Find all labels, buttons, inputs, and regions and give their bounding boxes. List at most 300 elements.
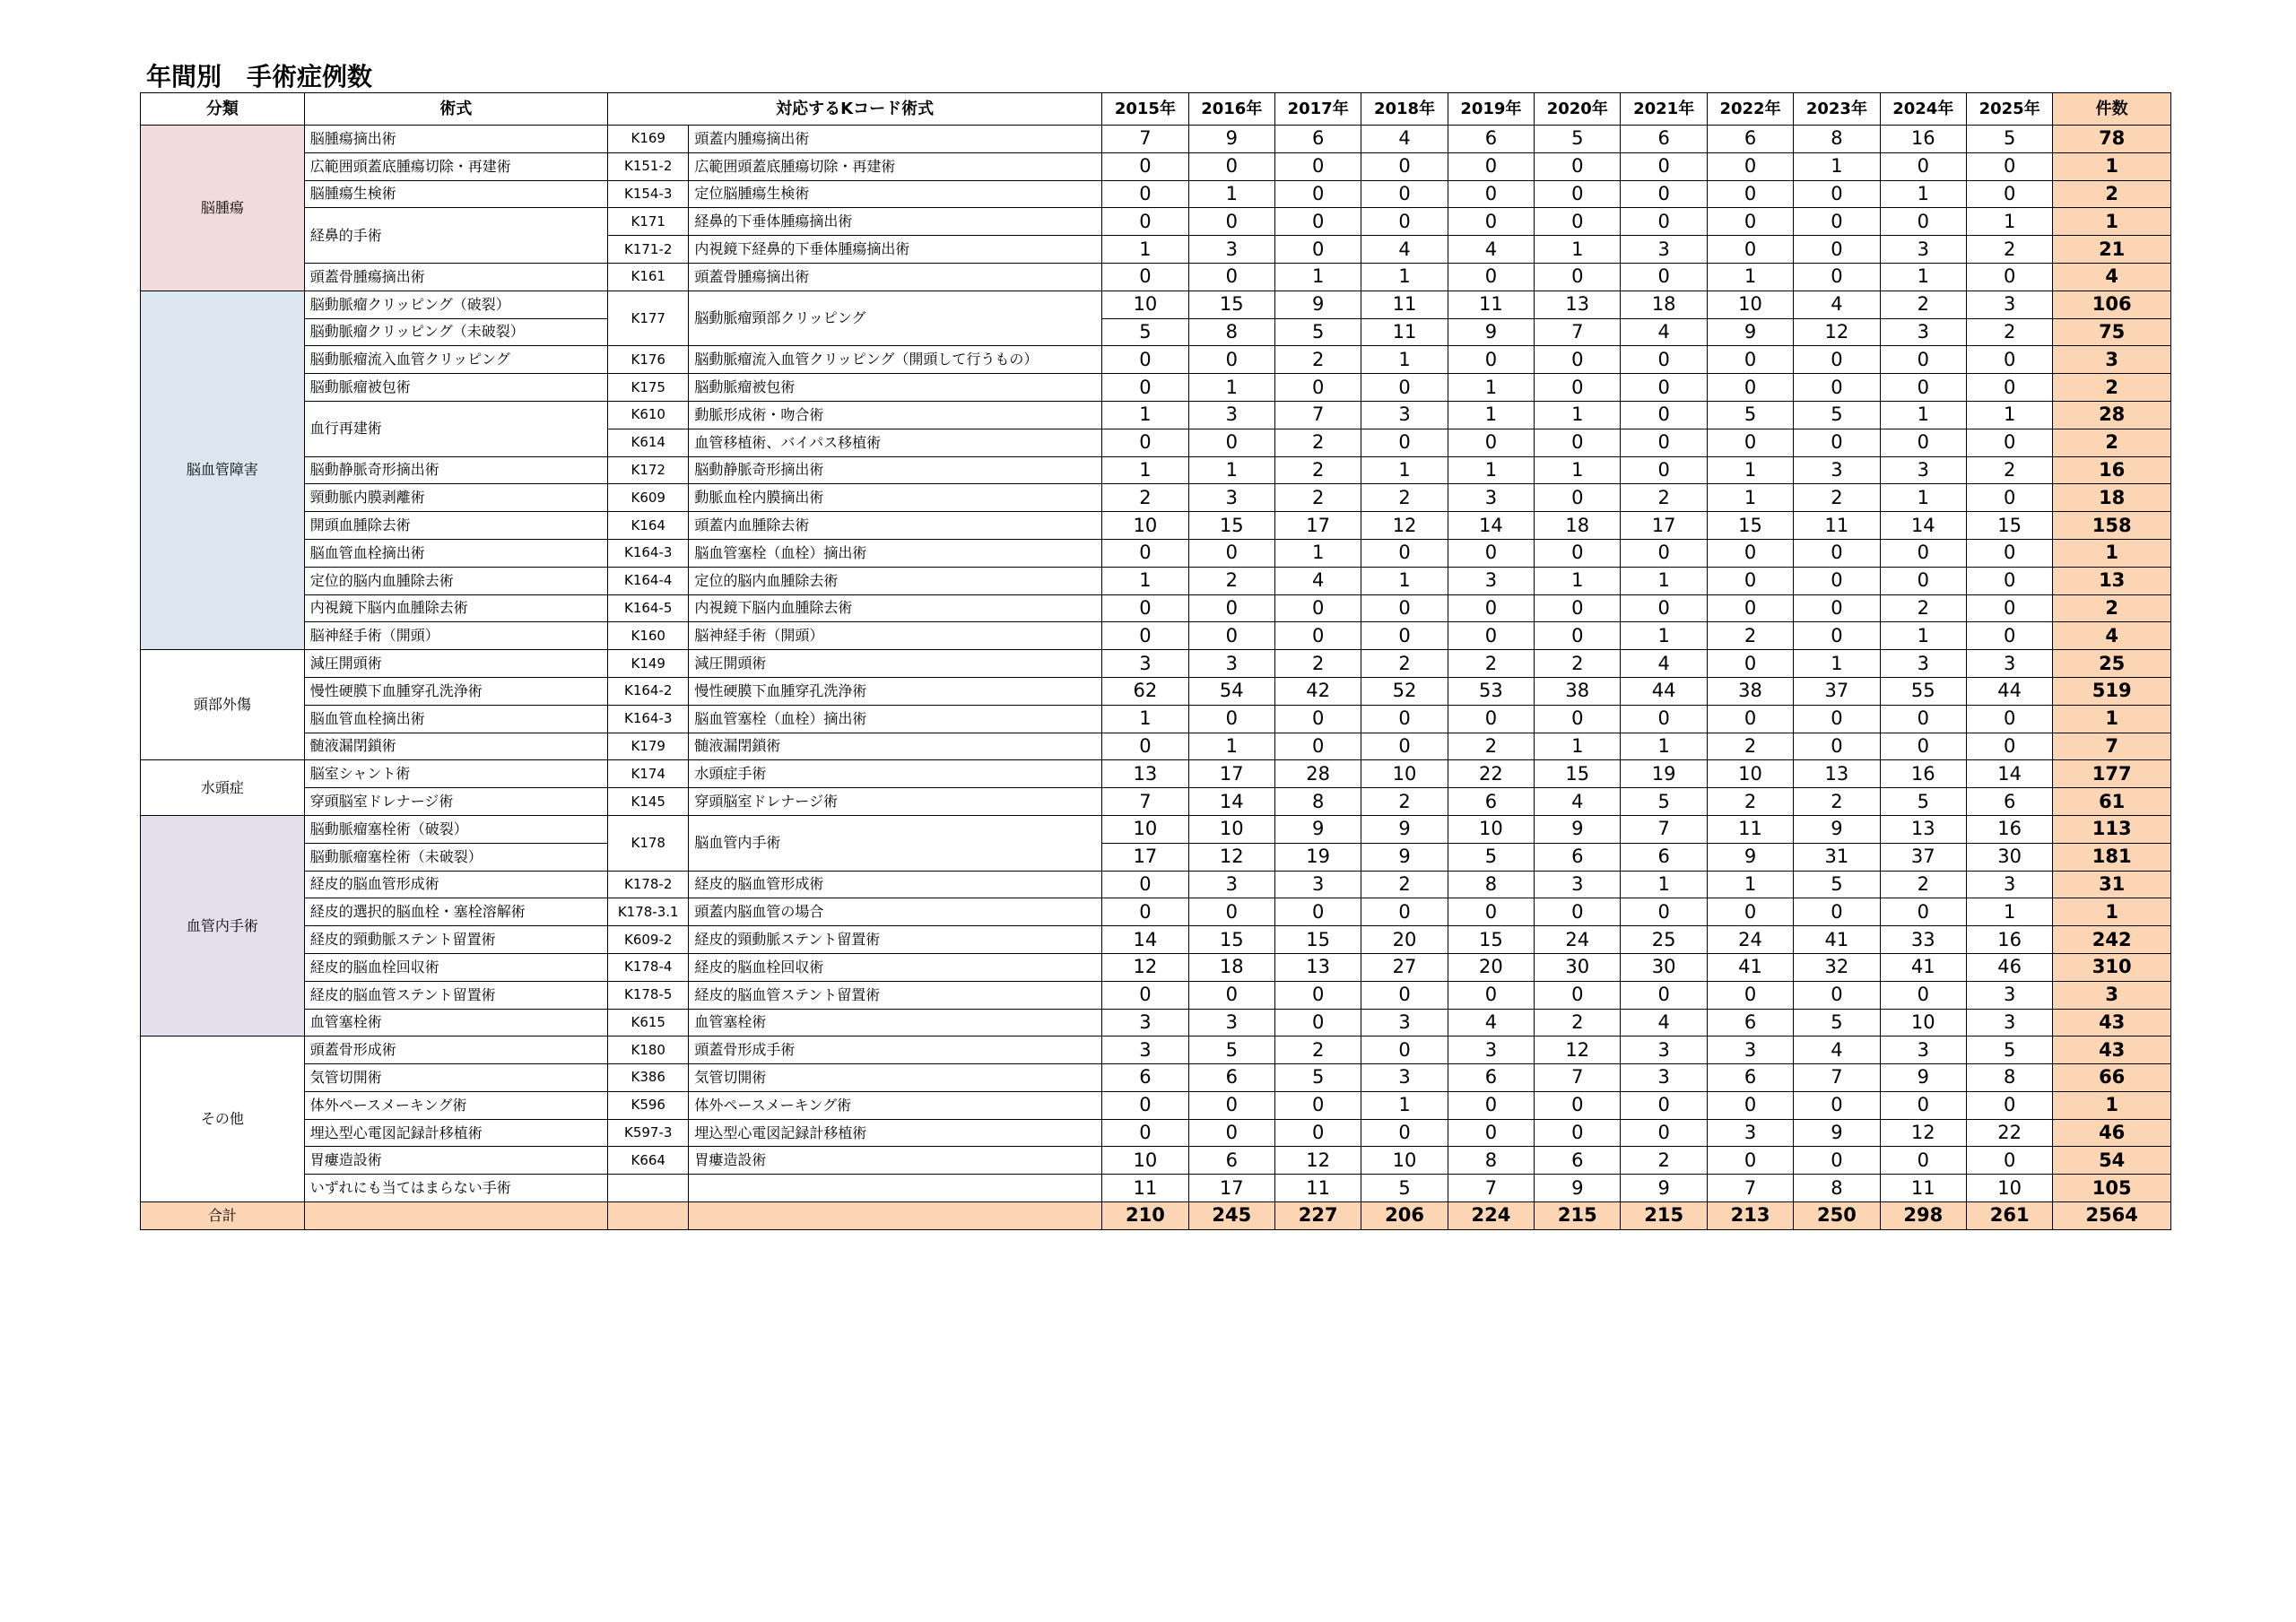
year-value-cell: 0 [1188,1091,1274,1119]
year-value-cell: 1 [1966,401,2052,429]
year-value-cell: 30 [1535,953,1621,981]
year-value-cell: 0 [1707,594,1793,622]
procedure-cell: 血行再建術 [304,401,607,456]
year-value-cell: 3 [1102,1009,1188,1037]
kcode-name-cell: 頭蓋内血腫除去術 [689,512,1102,540]
kcode-name-cell: 定位的脳内血腫除去術 [689,567,1102,594]
row-total-cell: 113 [2053,815,2171,843]
year-value-cell: 1 [1707,456,1793,484]
year-value-cell: 0 [1621,1091,1707,1119]
year-value-cell: 10 [1707,760,1793,788]
procedure-cell: 脳動脈瘤被包術 [304,374,607,402]
year-value-cell: 12 [1361,512,1448,540]
year-value-cell: 2 [1794,788,1880,816]
year-value-cell: 0 [1535,898,1621,926]
year-value-cell: 0 [1621,594,1707,622]
year-value-cell: 0 [1707,705,1793,733]
kcode-cell: K164 [608,512,689,540]
year-value-cell: 0 [1448,1091,1534,1119]
row-total-cell: 25 [2053,650,2171,678]
year-value-cell: 11 [1361,291,1448,318]
kcode-cell: K178-4 [608,953,689,981]
year-value-cell: 0 [1966,1147,2052,1175]
year-value-cell: 0 [1274,180,1361,208]
year-value-cell: 15 [1448,926,1534,954]
year-value-cell: 22 [1966,1119,2052,1147]
table-row [141,180,2171,208]
year-value-cell: 10 [1966,1175,2052,1202]
year-value-cell: 14 [1188,788,1274,816]
procedure-cell: 髄液漏閉鎖術 [304,733,607,760]
year-value-cell: 55 [1880,677,1966,705]
year-value-cell: 0 [1621,401,1707,429]
kcode-name-cell: 血管移植術、バイパス移植術 [689,429,1102,456]
year-value-cell: 0 [1621,456,1707,484]
year-value-cell: 0 [1361,539,1448,567]
year-value-cell: 0 [1535,622,1621,650]
year-value-cell: 0 [1535,152,1621,180]
row-total-cell: 1 [2053,539,2171,567]
table-row [141,539,2171,567]
year-value-cell: 0 [1188,263,1274,291]
table-row [141,512,2171,540]
year-value-cell: 0 [1188,152,1274,180]
year-value-cell: 0 [1535,484,1621,512]
year-value-cell: 0 [1794,236,1880,264]
year-value-cell: 5 [1794,871,1880,898]
year-total-cell: 210 [1102,1202,1188,1230]
kcode-name-cell: 定位脳腫瘍生検術 [689,180,1102,208]
year-value-cell: 1 [1621,622,1707,650]
year-value-cell: 38 [1535,677,1621,705]
year-value-cell: 5 [1188,1037,1274,1064]
year-value-cell: 25 [1621,926,1707,954]
year-value-cell: 1 [1361,346,1448,374]
procedure-cell: 胃瘻造設術 [304,1147,607,1175]
kcode-name-cell: 脳神経手術（開頭） [689,622,1102,650]
year-value-cell: 2 [1188,567,1274,594]
year-value-cell: 1 [1880,484,1966,512]
year-value-cell: 0 [1448,263,1534,291]
year-value-cell: 0 [1102,871,1188,898]
year-value-cell: 0 [1361,1037,1448,1064]
row-total-cell: 7 [2053,733,2171,760]
year-value-cell: 0 [1535,429,1621,456]
year-value-cell: 0 [1188,594,1274,622]
year-value-cell: 1 [1707,484,1793,512]
kcode-name-cell: 胃瘻造設術 [689,1147,1102,1175]
year-value-cell: 2 [1880,871,1966,898]
year-value-cell: 12 [1274,1147,1361,1175]
year-value-cell: 3 [1794,456,1880,484]
year-value-cell: 3 [1966,871,2052,898]
year-value-cell: 19 [1621,760,1707,788]
table-row [141,843,2171,871]
kcode-cell: K609-2 [608,926,689,954]
year-value-cell: 0 [1448,705,1534,733]
year-value-cell: 0 [1880,1091,1966,1119]
procedure-cell: 脳動脈瘤塞栓術（未破裂） [304,843,607,871]
year-value-cell: 0 [1361,622,1448,650]
table-row [141,152,2171,180]
kcode-cell: K178-3.1 [608,898,689,926]
year-value-cell: 0 [1621,705,1707,733]
year-value-cell: 0 [1361,374,1448,402]
year-value-cell: 62 [1102,677,1188,705]
year-value-cell: 3 [1966,650,2052,678]
total-row [141,1202,2171,1230]
procedure-cell: 経皮的脳血栓回収術 [304,953,607,981]
year-value-cell: 9 [1794,815,1880,843]
kcode-name-cell: 埋込型心電図記録計移植術 [689,1119,1102,1147]
year-value-cell: 5 [1102,318,1188,346]
year-value-cell: 8 [1274,788,1361,816]
year-value-cell: 28 [1274,760,1361,788]
row-total-cell: 181 [2053,843,2171,871]
kcode-cell: K609 [608,484,689,512]
year-value-cell: 0 [1274,733,1361,760]
year-value-cell: 15 [1188,512,1274,540]
year-value-cell: 0 [1448,622,1534,650]
row-total-cell: 21 [2053,236,2171,264]
year-value-cell: 16 [1880,760,1966,788]
year-value-cell: 13 [1274,953,1361,981]
year-value-cell: 3 [1188,236,1274,264]
year-value-cell: 0 [1535,981,1621,1009]
table-row [141,208,2171,236]
year-value-cell: 0 [1188,981,1274,1009]
year-value-cell: 1 [1188,733,1274,760]
year-value-cell: 3 [1188,650,1274,678]
year-value-cell: 0 [1448,346,1534,374]
year-total-cell: 206 [1361,1202,1448,1230]
procedure-cell: 脳神経手術（開頭） [304,622,607,650]
year-value-cell: 24 [1707,926,1793,954]
year-value-cell: 2 [1274,1037,1361,1064]
kcode-cell: K179 [608,733,689,760]
procedure-cell: 脳腫瘍摘出術 [304,126,607,153]
year-value-cell: 0 [1794,733,1880,760]
kcode-name-cell: 頭蓋骨形成手術 [689,1037,1102,1064]
year-value-cell: 0 [1274,1091,1361,1119]
year-value-cell: 22 [1448,760,1534,788]
year-value-cell: 0 [1535,705,1621,733]
kcode-cell: K154-3 [608,180,689,208]
year-value-cell: 10 [1707,291,1793,318]
procedure-cell: 減圧開頭術 [304,650,607,678]
year-value-cell: 9 [1535,1175,1621,1202]
kcode-name-cell: 脳血管塞栓（血栓）摘出術 [689,539,1102,567]
kcode-name-cell: 経皮的脳血管ステント留置術 [689,981,1102,1009]
year-value-cell: 0 [1274,898,1361,926]
year-value-cell: 4 [1621,650,1707,678]
procedure-cell: 経皮的脳血管形成術 [304,871,607,898]
category-cell: 水頭症 [141,760,305,816]
year-value-cell: 4 [1794,1037,1880,1064]
kcode-name-cell: 動脈形成術・吻合術 [689,401,1102,429]
procedure-cell: 脳腫瘍生検術 [304,180,607,208]
row-total-cell: 1 [2053,898,2171,926]
year-value-cell: 7 [1707,1175,1793,1202]
kcode-cell [608,1175,689,1202]
kcode-name-cell: 経皮的頸動脈ステント留置術 [689,926,1102,954]
year-total-cell: 261 [1966,1202,2052,1230]
year-value-cell: 3 [1707,1037,1793,1064]
year-value-cell: 0 [1794,263,1880,291]
year-value-cell: 0 [1621,374,1707,402]
year-value-cell: 15 [1707,512,1793,540]
year-value-cell: 8 [1448,1147,1534,1175]
row-total-cell: 310 [2053,953,2171,981]
table-row [141,1009,2171,1037]
year-value-cell: 1 [1880,180,1966,208]
year-value-cell: 1 [1535,733,1621,760]
procedure-cell: 経鼻的手術 [304,208,607,264]
year-value-cell: 41 [1880,953,1966,981]
year-value-cell: 3 [1621,1037,1707,1064]
table-row [141,567,2171,594]
year-value-cell: 15 [1535,760,1621,788]
kcode-name-cell: 脳動静脈奇形摘出術 [689,456,1102,484]
kcode-cell: K176 [608,346,689,374]
year-value-cell: 0 [1102,208,1188,236]
year-value-cell: 7 [1535,1064,1621,1092]
procedure-cell: 頸動脈内膜剥離術 [304,484,607,512]
kcode-name-cell: 慢性硬膜下血腫穿孔洗浄術 [689,677,1102,705]
total-label: 合計 [141,1202,305,1230]
kcode-name-cell: 頭蓋内腫瘍摘出術 [689,126,1102,153]
kcode-cell: K386 [608,1064,689,1092]
kcode-name-cell: 経鼻的下垂体腫瘍摘出術 [689,208,1102,236]
year-value-cell: 0 [1880,1147,1966,1175]
year-value-cell: 0 [1535,1091,1621,1119]
year-value-cell: 10 [1361,1147,1448,1175]
header-row [141,93,2171,126]
year-total-cell: 298 [1880,1202,1966,1230]
kcode-cell: K178 [608,815,689,871]
row-total-cell: 54 [2053,1147,2171,1175]
table-row [141,484,2171,512]
year-value-cell: 0 [1794,594,1880,622]
year-value-cell: 6 [1707,1009,1793,1037]
year-value-cell: 3 [1188,401,1274,429]
year-value-cell: 10 [1188,815,1274,843]
procedure-cell: 慢性硬膜下血腫穿孔洗浄術 [304,677,607,705]
year-value-cell: 3 [1188,484,1274,512]
year-value-cell: 0 [1188,622,1274,650]
year-value-cell: 0 [1966,346,2052,374]
kcode-cell: K614 [608,429,689,456]
year-value-cell: 14 [1102,926,1188,954]
year-value-cell: 0 [1448,429,1534,456]
year-total-cell: 213 [1707,1202,1793,1230]
year-value-cell: 17 [1621,512,1707,540]
kcode-name-cell: 経皮的脳血管形成術 [689,871,1102,898]
kcode-cell: K174 [608,760,689,788]
kcode-cell: K145 [608,788,689,816]
year-value-cell: 0 [1102,1091,1188,1119]
year-value-cell: 2 [1448,650,1534,678]
kcode-cell: K664 [608,1147,689,1175]
year-value-cell: 2 [1274,484,1361,512]
year-value-cell: 5 [1448,843,1534,871]
row-total-cell: 61 [2053,788,2171,816]
year-value-cell: 3 [1188,1009,1274,1037]
kcode-name-cell: 水頭症手術 [689,760,1102,788]
year-value-cell: 0 [1535,208,1621,236]
year-value-cell: 0 [1361,208,1448,236]
kcode-cell: K164-2 [608,677,689,705]
table-row [141,1037,2171,1064]
year-value-cell: 2 [1535,1009,1621,1037]
year-value-cell: 5 [1621,788,1707,816]
year-value-cell: 0 [1535,263,1621,291]
year-value-cell: 0 [1966,1091,2052,1119]
year-value-cell: 8 [1794,1175,1880,1202]
year-value-cell: 0 [1102,429,1188,456]
year-value-cell: 0 [1535,594,1621,622]
kcode-name-cell: 脳動脈瘤流入血管クリッピング（開頭して行うもの） [689,346,1102,374]
table-row [141,1175,2171,1202]
year-value-cell: 0 [1102,374,1188,402]
table-row [141,650,2171,678]
year-value-cell: 0 [1966,567,2052,594]
year-value-cell: 0 [1707,1091,1793,1119]
row-total-cell: 2 [2053,374,2171,402]
category-cell: 脳血管障害 [141,291,305,649]
year-value-cell: 3 [1880,236,1966,264]
year-value-cell: 4 [1448,236,1534,264]
kcode-name-cell: 血管塞栓術 [689,1009,1102,1037]
year-value-cell: 0 [1361,152,1448,180]
year-value-cell: 0 [1361,898,1448,926]
year-value-cell: 3 [1361,401,1448,429]
year-total-cell: 224 [1448,1202,1534,1230]
year-value-cell: 0 [1274,981,1361,1009]
year-value-cell: 11 [1102,1175,1188,1202]
kcode-cell: K172 [608,456,689,484]
year-value-cell: 0 [1707,236,1793,264]
year-value-cell: 11 [1794,512,1880,540]
year-value-cell: 3 [1361,1064,1448,1092]
total-empty-cell [304,1202,607,1230]
year-value-cell: 4 [1535,788,1621,816]
row-total-cell: 1 [2053,208,2171,236]
year-value-cell: 5 [1794,401,1880,429]
year-value-cell: 0 [1794,622,1880,650]
year-value-cell: 0 [1707,981,1793,1009]
year-value-cell: 0 [1102,733,1188,760]
year-value-cell: 0 [1102,539,1188,567]
year-value-cell: 0 [1707,898,1793,926]
year-value-cell: 8 [1448,871,1534,898]
year-value-cell: 0 [1794,346,1880,374]
procedure-cell: 脳室シャント術 [304,760,607,788]
year-value-cell: 13 [1535,291,1621,318]
row-total-cell: 46 [2053,1119,2171,1147]
year-value-cell: 0 [1274,374,1361,402]
year-value-cell: 3 [1880,456,1966,484]
row-total-cell: 3 [2053,346,2171,374]
year-value-cell: 2 [1794,484,1880,512]
year-value-cell: 0 [1102,263,1188,291]
year-value-cell: 9 [1274,291,1361,318]
year-value-cell: 10 [1102,815,1188,843]
year-value-cell: 5 [1966,1037,2052,1064]
procedure-cell: 血管塞栓術 [304,1009,607,1037]
header-year: 2019年 [1448,93,1534,126]
procedure-cell: 経皮的頸動脈ステント留置術 [304,926,607,954]
year-value-cell: 14 [1880,512,1966,540]
year-value-cell: 0 [1794,208,1880,236]
year-value-cell: 10 [1102,1147,1188,1175]
year-value-cell: 3 [1448,1037,1534,1064]
table-row [141,926,2171,954]
year-value-cell: 0 [1707,180,1793,208]
table-row [141,953,2171,981]
year-value-cell: 0 [1274,1009,1361,1037]
year-value-cell: 0 [1880,429,1966,456]
year-value-cell: 9 [1535,815,1621,843]
row-total-cell: 31 [2053,871,2171,898]
year-value-cell: 27 [1361,953,1448,981]
year-value-cell: 4 [1274,567,1361,594]
year-value-cell: 2 [1966,236,2052,264]
year-value-cell: 12 [1102,953,1188,981]
year-value-cell: 0 [1361,594,1448,622]
year-value-cell: 6 [1707,1064,1793,1092]
row-total-cell: 2 [2053,180,2171,208]
year-value-cell: 1 [1361,567,1448,594]
table-row [141,677,2171,705]
year-value-cell: 16 [1966,815,2052,843]
year-value-cell: 9 [1188,126,1274,153]
year-value-cell: 9 [1621,1175,1707,1202]
kcode-cell: K180 [608,1037,689,1064]
year-value-cell: 0 [1274,705,1361,733]
procedure-cell: 脳動脈瘤クリッピング（未破裂） [304,318,607,346]
year-value-cell: 46 [1966,953,2052,981]
procedure-cell: 定位的脳内血腫除去術 [304,567,607,594]
year-value-cell: 8 [1966,1064,2052,1092]
year-value-cell: 1 [1707,871,1793,898]
year-value-cell: 17 [1188,760,1274,788]
year-value-cell: 0 [1274,236,1361,264]
year-value-cell: 15 [1188,926,1274,954]
year-value-cell: 0 [1794,374,1880,402]
year-value-cell: 0 [1794,898,1880,926]
category-cell: 脳腫瘍 [141,126,305,291]
category-cell: その他 [141,1037,305,1202]
kcode-name-cell: 脳血管塞栓（血栓）摘出術 [689,705,1102,733]
year-value-cell: 0 [1274,594,1361,622]
year-value-cell: 0 [1274,152,1361,180]
table-row [141,456,2171,484]
year-value-cell: 37 [1794,677,1880,705]
year-value-cell: 6 [1621,843,1707,871]
year-value-cell: 0 [1448,981,1534,1009]
year-value-cell: 33 [1880,926,1966,954]
kcode-name-cell: 動脈血栓内膜摘出術 [689,484,1102,512]
year-value-cell: 6 [1188,1147,1274,1175]
year-value-cell: 4 [1621,318,1707,346]
year-value-cell: 0 [1102,898,1188,926]
table-row [141,622,2171,650]
kcode-name-cell: 経皮的脳血栓回収術 [689,953,1102,981]
table-row [141,981,2171,1009]
year-value-cell: 6 [1448,1064,1534,1092]
table-row [141,1091,2171,1119]
